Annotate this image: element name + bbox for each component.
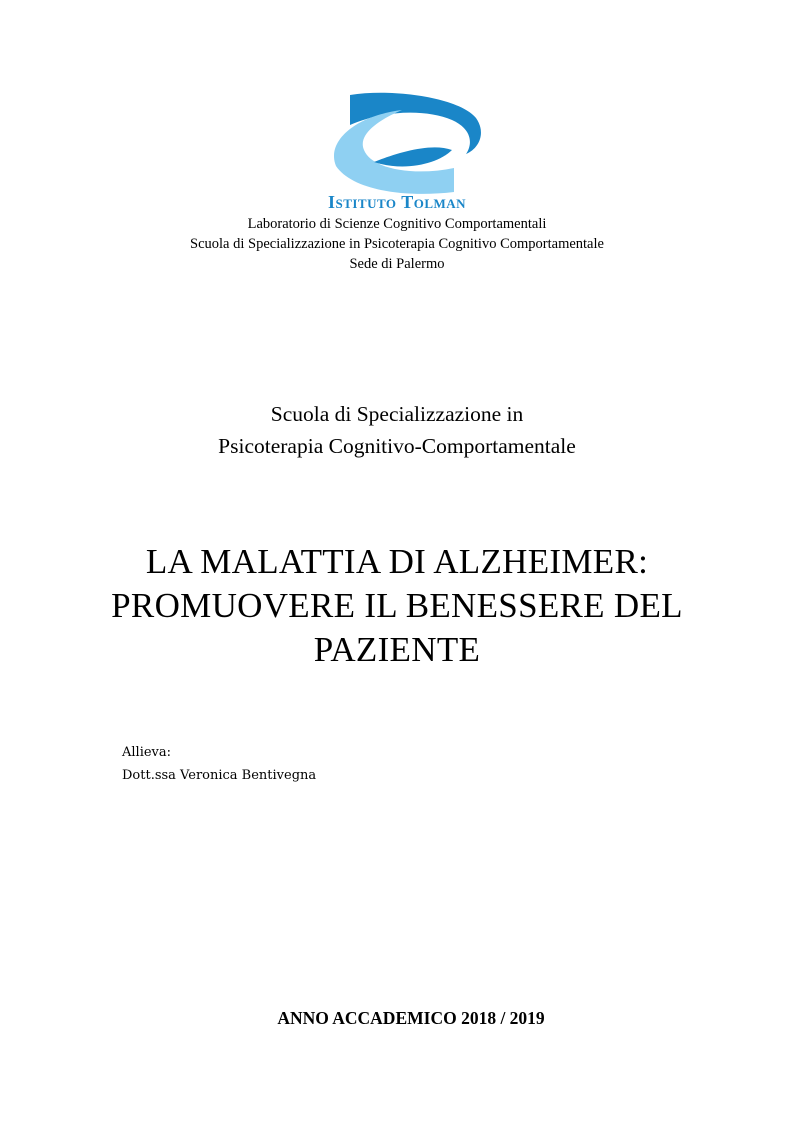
institute-brand-name: Istituto Tolman xyxy=(327,192,467,212)
school-line-2: Psicoterapia Cognitivo-Comportamentale xyxy=(218,434,576,458)
thesis-title-line-3: PAZIENTE xyxy=(313,630,481,669)
logo-inner-crescent xyxy=(374,147,452,166)
school-line-1: Scuola di Specializzazione in xyxy=(270,402,524,426)
school-name xyxy=(0,398,794,462)
istituto-tolman-logo xyxy=(334,92,484,200)
institute-lab-line: Laboratorio di Scienze Cognitivo Comportamentali xyxy=(247,216,547,232)
thesis-title-line-2: PROMUOVERE IL BENESSERE DEL xyxy=(111,586,683,625)
institute-info xyxy=(0,214,794,274)
student-info xyxy=(122,741,316,787)
thesis-title-line-1: LA MALATTIA DI ALZHEIMER: xyxy=(145,542,649,581)
institute-location-line: Sede di Palermo xyxy=(349,256,445,272)
thesis-title xyxy=(0,540,794,672)
student-label: Allieva: xyxy=(122,745,172,760)
student-name: Dott.ssa Veronica Bentivegna xyxy=(122,768,317,783)
academic-year: ANNO ACCADEMICO 2018 / 2019 xyxy=(277,1008,545,1028)
institute-school-line: Scuola di Specializzazione in Psicoterapia Cognitivo Comportamentale xyxy=(190,236,604,252)
